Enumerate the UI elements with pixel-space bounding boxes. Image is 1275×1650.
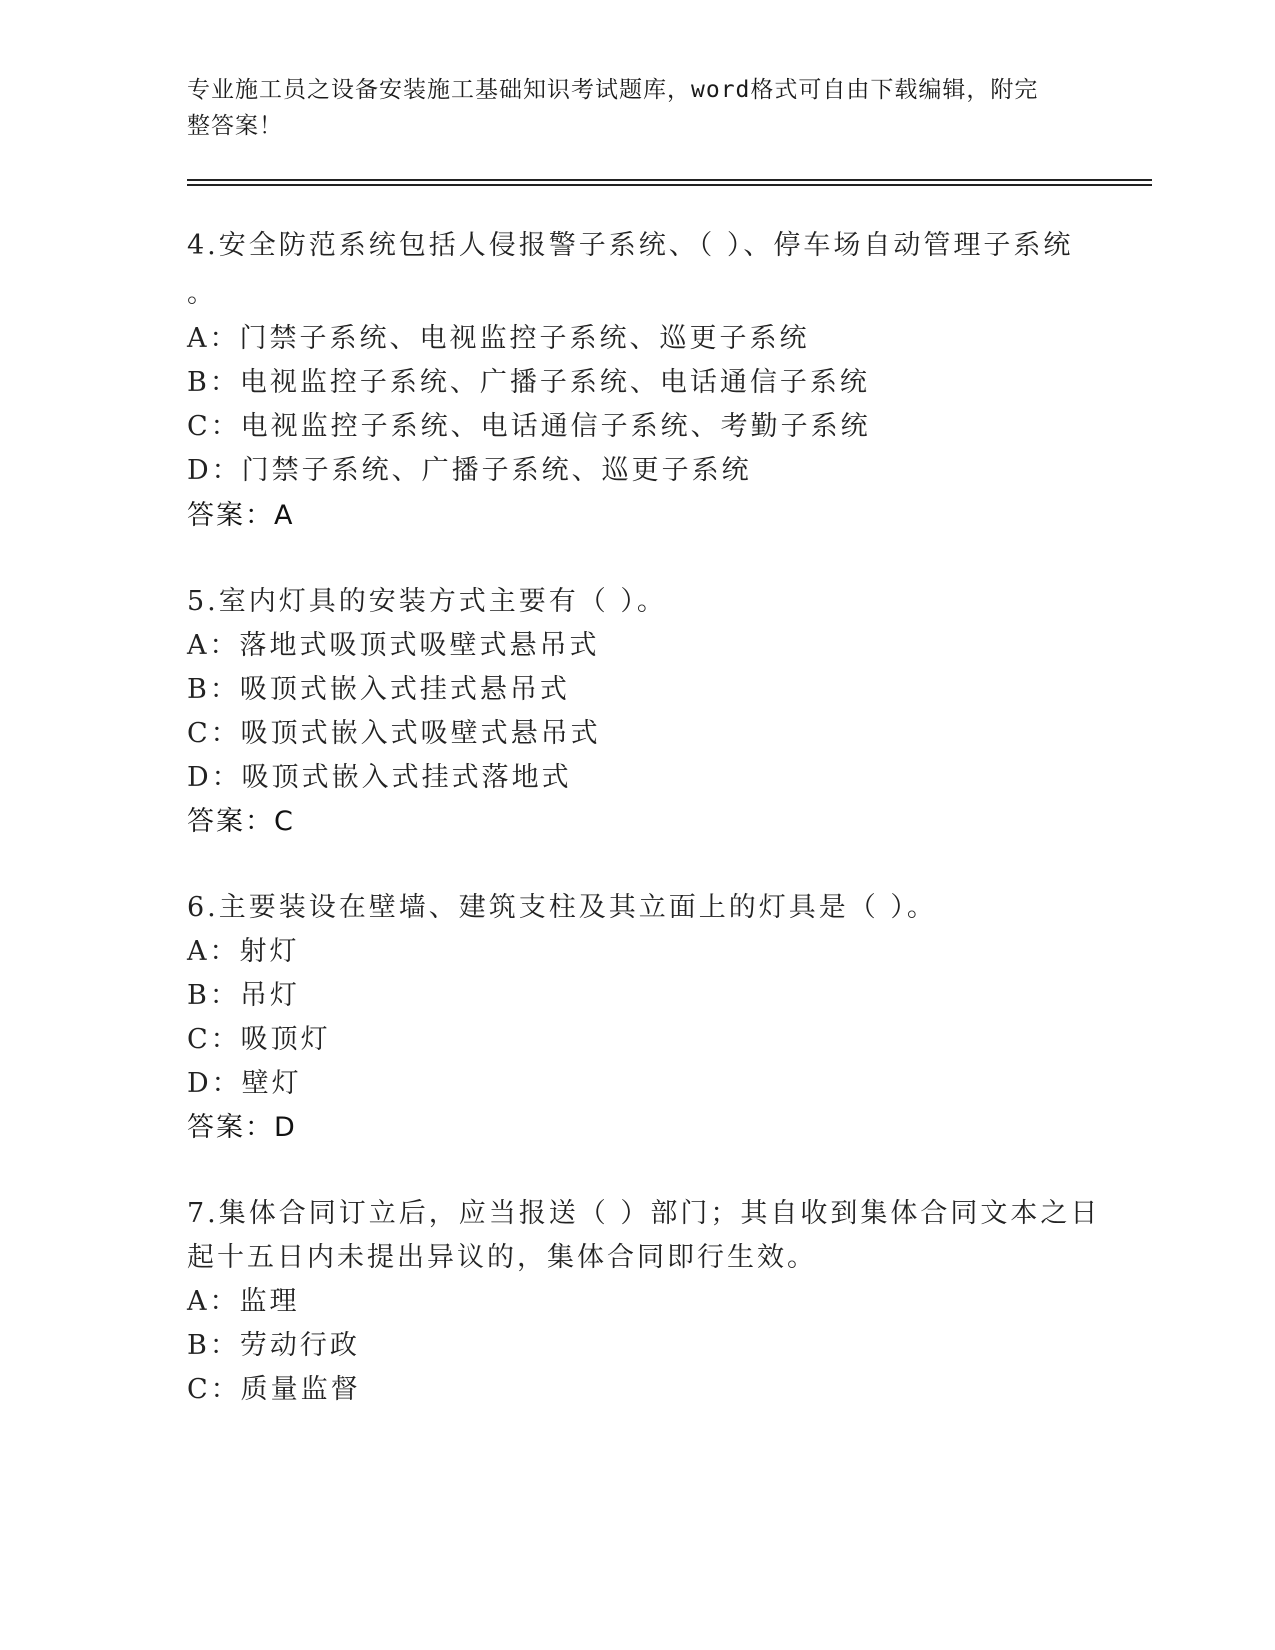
question-4-answer: 答案：A [187, 500, 295, 531]
question-4-option-a: A：门禁子系统、电视监控子系统、巡更子系统 [187, 323, 810, 354]
question-5-stem: 5.室内灯具的安装方式主要有（ ）。 [187, 586, 667, 617]
intro-line-2: 整答案！ [187, 113, 283, 139]
question-7-option-b: B：劳动行政 [187, 1330, 360, 1361]
question-4-option-d: D：门禁子系统、广播子系统、巡更子系统 [187, 455, 752, 486]
question-4-option-c: C：电视监控子系统、电话通信子系统、考勤子系统 [187, 411, 871, 442]
intro-line-1: 专业施工员之设备安装施工基础知识考试题库，word格式可自由下载编辑，附完 [187, 77, 1039, 103]
question-5-option-a: A：落地式吸顶式吸壁式悬吊式 [187, 630, 600, 661]
question-7-stem-line-1: 7.集体合同订立后，应当报送（ ）部门；其自收到集体合同文本之日 [187, 1198, 1101, 1229]
question-6-option-b: B：吊灯 [187, 980, 300, 1011]
question-7-option-a: A：监理 [187, 1286, 300, 1317]
question-5-option-b: B：吸顶式嵌入式挂式悬吊式 [187, 674, 570, 705]
header-divider-bottom [187, 184, 1152, 186]
question-4-stem-line-1: 4.安全防范系统包括人侵报警子系统、（ ）、停车场自动管理子系统 [187, 230, 1074, 261]
question-4-stem-line-2: 。 [187, 278, 217, 309]
question-6-option-d: D：壁灯 [187, 1068, 302, 1099]
question-6-option-a: A：射灯 [187, 936, 300, 967]
question-6-option-c: C：吸顶灯 [187, 1024, 331, 1055]
question-6-stem: 6.主要装设在壁墙、建筑支柱及其立面上的灯具是（ ）。 [187, 892, 937, 923]
question-5-answer: 答案：C [187, 806, 295, 837]
question-5-option-d: D：吸顶式嵌入式挂式落地式 [187, 762, 572, 793]
question-7-option-c: C：质量监督 [187, 1374, 361, 1405]
question-7-stem-line-2: 起十五日内未提出异议的，集体合同即行生效。 [187, 1242, 817, 1273]
question-6-answer: 答案：D [187, 1112, 297, 1143]
question-4-option-b: B：电视监控子系统、广播子系统、电话通信子系统 [187, 367, 870, 398]
header-divider-top [187, 179, 1152, 181]
question-5-option-c: C：吸顶式嵌入式吸壁式悬吊式 [187, 718, 601, 749]
document-intro [187, 72, 1067, 144]
